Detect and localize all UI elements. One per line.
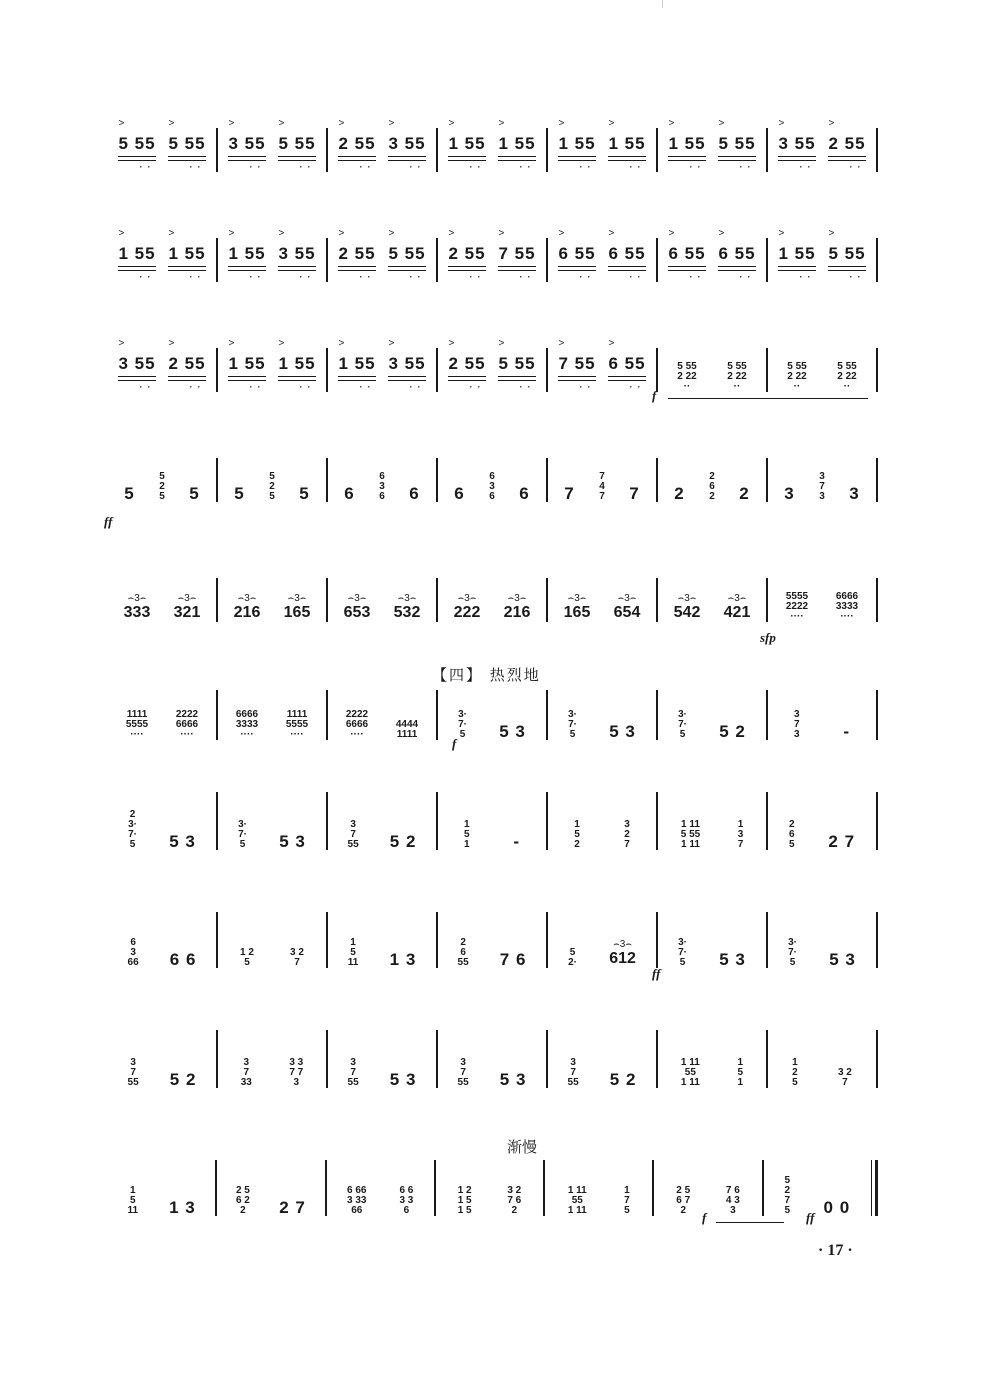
measure — [658, 472, 766, 502]
staff-7 — [108, 792, 878, 850]
stacked-chord: 2222 6666 ···· — [175, 709, 199, 740]
measure — [658, 594, 766, 622]
section-heading: 【四】 热烈地 — [432, 666, 541, 684]
triplet: ⌢3⌢ 321 — [173, 593, 201, 621]
measure — [217, 1186, 324, 1216]
note-group: 6 6 — [169, 950, 197, 969]
triplet: ⌢3⌢ 654 — [613, 593, 641, 621]
stacked-chord: 5 55 2 22 ·· — [727, 361, 747, 392]
note: 6 — [454, 484, 465, 503]
triplet: ⌢3⌢ 165 — [283, 593, 311, 621]
note-group: > 5 55 ·· — [718, 118, 756, 172]
note-group: 5 2 — [389, 832, 417, 851]
barline — [876, 690, 878, 740]
triplet: ⌢3⌢ 421 — [723, 593, 751, 621]
measure — [218, 820, 326, 850]
note-group: > 1 55 ·· — [498, 118, 536, 172]
stacked-chord: 6 6 3 3 6 — [399, 1185, 414, 1216]
note-group: > 6 55 ·· — [558, 228, 596, 282]
barline — [876, 238, 878, 282]
measure — [218, 594, 326, 622]
measure — [108, 1186, 215, 1216]
stacked-chord: 5 2 5 — [159, 471, 165, 502]
note: 3 — [849, 484, 860, 503]
note-group: 5 2 — [609, 1070, 637, 1089]
measure — [108, 472, 216, 502]
stacked-chord: 7 6 4 3 3 — [725, 1185, 740, 1216]
note-group: > 5 55 ·· — [828, 228, 866, 282]
measure — [658, 938, 766, 968]
measure — [768, 472, 876, 502]
note-group: 7 6 — [499, 950, 527, 969]
stacked-chord: 1 11 55 1 11 — [567, 1185, 587, 1216]
stacked-chord: 6666 3333 ···· — [235, 709, 259, 740]
note-group: > 5 55 ·· — [168, 118, 206, 172]
note: 5 — [299, 484, 310, 503]
note-group: > 1 55 ·· — [278, 338, 316, 392]
dynamic-marking: f — [452, 736, 457, 751]
measure — [218, 948, 326, 968]
measure — [548, 472, 656, 502]
note-group: > 6 55 ·· — [608, 228, 646, 282]
measure — [328, 118, 436, 172]
stacked-chord: 3 2 7 6 2 — [507, 1185, 522, 1216]
note-group: > 3 55 ·· — [388, 118, 426, 172]
measure — [768, 938, 876, 968]
stacked-chord: 1 11 5 55 1 11 — [680, 819, 701, 850]
note-group: 5 3 — [829, 950, 856, 969]
note: 5 — [234, 484, 245, 503]
note-group: > 1 55 ·· — [228, 228, 266, 282]
measure — [658, 118, 766, 172]
stacked-chord: 2 3· 7· 5 — [128, 809, 138, 850]
stacked-chord: 3 2 7 — [290, 947, 304, 968]
staff-2 — [108, 228, 878, 282]
barline — [876, 1030, 878, 1088]
note-group: > 5 55 ·· — [118, 118, 156, 172]
stacked-chord: 2 5 6 2 2 — [235, 1185, 250, 1216]
note-group: > 2 55 ·· — [168, 338, 206, 392]
staff-3 — [108, 338, 878, 392]
note-group: > 1 55 ·· — [558, 118, 596, 172]
note-group: 1 3 — [169, 1198, 196, 1217]
stacked-chord: 3· 7· 5 — [788, 937, 798, 968]
stacked-chord: 4444 1111 — [395, 719, 419, 740]
note-group: 5 3 — [389, 1070, 417, 1089]
stacked-chord: 3 7 55 — [457, 1057, 469, 1088]
note-group: > 5 55 ·· — [388, 228, 426, 282]
measure — [548, 594, 656, 622]
stacked-chord: 3 7 55 — [567, 1057, 579, 1088]
dynamic-marking: f — [702, 1210, 707, 1225]
stacked-chord: 1 5 1 — [463, 819, 470, 850]
dynamic-marking: sfp — [760, 630, 776, 645]
stacked-chord: 5 2 7 5 — [784, 1175, 791, 1216]
measure — [658, 820, 766, 850]
measure — [438, 472, 546, 502]
rest-dash: - — [843, 722, 851, 741]
measure — [108, 938, 216, 968]
measure — [218, 338, 326, 392]
measure — [218, 710, 326, 740]
note-group: > 5 55 ·· — [498, 338, 536, 392]
measure — [108, 710, 216, 740]
note-group: > 2 55 ·· — [338, 228, 376, 282]
note-group: > 7 55 ·· — [498, 228, 536, 282]
note-group: > 3 55 ·· — [388, 338, 426, 392]
stacked-chord: 2 6 5 — [788, 819, 795, 850]
note-group: > 1 55 ·· — [608, 118, 646, 172]
stacked-chord: 5 55 2 22 ·· — [787, 361, 807, 392]
rest-dash: - — [513, 832, 521, 851]
staff-1 — [108, 118, 878, 172]
stacked-chord: 2 6 2 — [709, 471, 715, 502]
staff-4 — [108, 458, 878, 502]
measure — [328, 594, 436, 622]
stacked-chord: 3 3 7 7 3 — [289, 1057, 304, 1088]
stacked-chord: 1 5 2 — [574, 819, 580, 850]
stacked-chord: 6 3 6 — [489, 471, 495, 502]
measure — [438, 594, 546, 622]
measure — [438, 338, 546, 392]
note-group: 5 3 — [169, 832, 196, 851]
note-group: > 2 55 ·· — [338, 118, 376, 172]
stacked-chord: 6666 3333 ···· — [835, 591, 859, 622]
triplet: ⌢3⌢ 653 — [343, 593, 371, 621]
triplet: ⌢3⌢ 333 — [123, 593, 151, 621]
measure — [328, 710, 436, 740]
note: 7 — [629, 484, 640, 503]
stacked-chord: 1 2 1 5 1 5 — [457, 1185, 472, 1216]
stacked-chord: 1111 5555 ···· — [285, 709, 309, 740]
stacked-chord: 7 4 7 — [599, 471, 605, 502]
measure — [108, 810, 216, 850]
note-group: > 2 55 ·· — [448, 338, 486, 392]
crescendo-hairpin — [668, 398, 868, 399]
stacked-chord: 2222 6666 ···· — [345, 709, 369, 740]
stacked-chord: 2 5 6 7 2 — [676, 1185, 691, 1216]
note-group: > 1 55 ·· — [778, 228, 816, 282]
stacked-chord: 5 2 5 — [269, 471, 275, 502]
stacked-chord: 3 7 33 — [240, 1057, 252, 1088]
note-group: > 1 55 ·· — [118, 228, 156, 282]
stacked-chord: 3 7 55 — [347, 1057, 359, 1088]
dynamic-marking: ff — [806, 1210, 815, 1225]
measure — [108, 338, 216, 392]
final-barline — [871, 1160, 878, 1216]
note-group: > 3 55 ·· — [778, 118, 816, 172]
triplet: ⌢3⌢ 165 — [563, 593, 591, 621]
measure — [108, 118, 216, 172]
measure — [768, 710, 876, 740]
barline — [876, 458, 878, 502]
note-group: 5 2 — [169, 1070, 197, 1089]
measure — [654, 1186, 761, 1216]
measure — [328, 820, 436, 850]
measure — [548, 118, 656, 172]
measure — [108, 1058, 216, 1088]
stacked-chord: 1 3 7 — [737, 819, 744, 850]
dynamic-marking: ff — [104, 514, 113, 529]
measure — [108, 594, 216, 622]
note: 6 — [344, 484, 355, 503]
stacked-chord: 3 2 7 — [837, 1067, 852, 1088]
staff-9 — [108, 1030, 878, 1088]
note-group: 1 3 — [389, 950, 417, 969]
note-group: 5 3 — [499, 1070, 527, 1089]
stacked-chord: 3 2 7 — [624, 819, 630, 850]
note-group: 2 7 — [279, 1198, 306, 1217]
note-group: > 6 55 ·· — [718, 228, 756, 282]
note: 5 — [124, 484, 135, 503]
note-group: > 3 55 ·· — [118, 338, 156, 392]
stacked-chord: 1 7 5 — [624, 1185, 630, 1216]
measure — [438, 938, 546, 968]
measure — [328, 228, 436, 282]
note-group: > 1 55 ·· — [338, 338, 376, 392]
note-group: 5 3 — [499, 722, 526, 741]
triplet: ⌢3⌢ 532 — [393, 593, 421, 621]
measure — [328, 472, 436, 502]
stacked-chord: 3· 7· 5 — [678, 709, 688, 740]
measure — [768, 820, 876, 850]
measure — [768, 1058, 876, 1088]
measure — [768, 118, 876, 172]
barline — [876, 348, 878, 392]
measure — [548, 710, 656, 740]
staff-8 — [108, 912, 878, 968]
note: 2 — [739, 484, 750, 503]
note-group: 5 3 — [719, 950, 746, 969]
note-group: 5 3 — [609, 722, 636, 741]
stacked-chord: 6 3 6 — [379, 471, 385, 502]
measure — [218, 228, 326, 282]
stacked-chord: 1 5 1 — [737, 1057, 744, 1088]
note: 5 — [189, 484, 200, 503]
note-group: > 1 55 ·· — [448, 118, 486, 172]
note: 6 — [409, 484, 420, 503]
measure — [658, 710, 766, 740]
triplet: ⌢3⌢ 222 — [453, 593, 481, 621]
measure — [436, 1186, 543, 1216]
dynamic-marking: f — [652, 388, 657, 403]
note-group: > 6 55 ·· — [668, 228, 706, 282]
measure — [548, 338, 656, 392]
stacked-chord: 1 2 5 — [792, 1057, 798, 1088]
barline — [876, 128, 878, 172]
measure — [108, 228, 216, 282]
measure — [438, 1058, 546, 1088]
measure — [548, 1058, 656, 1088]
measure — [548, 228, 656, 282]
note-group: > 3 55 ·· — [278, 228, 316, 282]
stacked-chord: 1111 5555 ···· — [125, 709, 149, 740]
triplet: ⌢3⌢ 612 — [609, 939, 636, 967]
barline — [876, 578, 878, 622]
stacked-chord: 3· 7· 5 — [678, 937, 688, 968]
note-group: > 7 55 ·· — [558, 338, 596, 392]
measure — [218, 118, 326, 172]
triplet: ⌢3⌢ 216 — [233, 593, 261, 621]
stacked-chord: 5 2· — [568, 947, 577, 968]
note-group: > 5 55 ·· — [278, 118, 316, 172]
stacked-chord: 1 2 5 — [240, 947, 254, 968]
barline — [876, 792, 878, 850]
dynamic-marking: ff — [652, 966, 661, 981]
measure — [327, 1186, 434, 1216]
stacked-chord: 6 3 66 — [127, 937, 139, 968]
measure — [658, 362, 766, 392]
stacked-chord: 5 55 2 22 ·· — [677, 361, 697, 392]
measure — [545, 1186, 652, 1216]
note-group: > 2 55 ·· — [448, 228, 486, 282]
measure — [438, 820, 546, 850]
stacked-chord: 2 6 55 — [457, 937, 469, 968]
stacked-chord: 1 5 11 — [347, 937, 359, 968]
staff-10 — [108, 1160, 878, 1216]
stacked-chord: 3· 7· 5 — [238, 819, 248, 850]
note-group: > 6 55 ·· — [608, 338, 646, 392]
stacked-chord: 6 66 3 33 66 — [347, 1185, 367, 1216]
note: 7 — [564, 484, 575, 503]
note-group: 5 3 — [279, 832, 306, 851]
stacked-chord: 5 55 2 22 ·· — [837, 361, 857, 392]
note-group: > 1 55 ·· — [228, 338, 266, 392]
measure — [658, 1058, 766, 1088]
barline — [876, 912, 878, 968]
stacked-chord: 3 7 55 — [347, 819, 359, 850]
measure — [548, 940, 656, 968]
stacked-chord: 5555 2222 ···· — [785, 591, 809, 622]
measure — [328, 938, 436, 968]
note: 6 — [519, 484, 530, 503]
measure — [438, 118, 546, 172]
triplet: ⌢3⌢ 216 — [503, 593, 531, 621]
note: 2 — [674, 484, 685, 503]
note-group: 2 7 — [828, 832, 856, 851]
measure — [438, 228, 546, 282]
note-group: > 2 55 ·· — [828, 118, 866, 172]
stacked-chord: 3 7 3 — [793, 709, 800, 740]
measure — [548, 820, 656, 850]
staff-6 — [108, 690, 878, 740]
measure — [658, 228, 766, 282]
crescendo-hairpin — [716, 1222, 784, 1223]
measure — [218, 472, 326, 502]
note-group: 0 0 — [823, 1198, 851, 1217]
stacked-chord: 3· 7· 5 — [568, 709, 578, 740]
measure — [328, 338, 436, 392]
measure — [768, 592, 876, 622]
page-number: · 17 · — [818, 1242, 853, 1259]
note-group: > 1 55 ·· — [668, 118, 706, 172]
triplet: ⌢3⌢ 542 — [673, 593, 701, 621]
staff-5 — [108, 578, 878, 622]
measure — [768, 362, 876, 392]
tempo-marking: 渐慢 — [507, 1138, 538, 1156]
stacked-chord: 3 7 55 — [127, 1057, 139, 1088]
stacked-chord: 3· 7· 5 — [458, 709, 468, 740]
stacked-chord: 1 5 11 — [127, 1185, 139, 1216]
measure — [764, 1176, 871, 1216]
note: 3 — [784, 484, 795, 503]
measure — [218, 1058, 326, 1088]
note-group: 5 2 — [719, 722, 746, 741]
measure — [768, 228, 876, 282]
crop-mark — [662, 0, 663, 8]
note-group: > 1 55 ·· — [168, 228, 206, 282]
measure — [328, 1058, 436, 1088]
stacked-chord: 3 7 3 — [819, 471, 825, 502]
note-group: > 3 55 ·· — [228, 118, 266, 172]
stacked-chord: 1 11 55 1 11 — [680, 1057, 700, 1088]
